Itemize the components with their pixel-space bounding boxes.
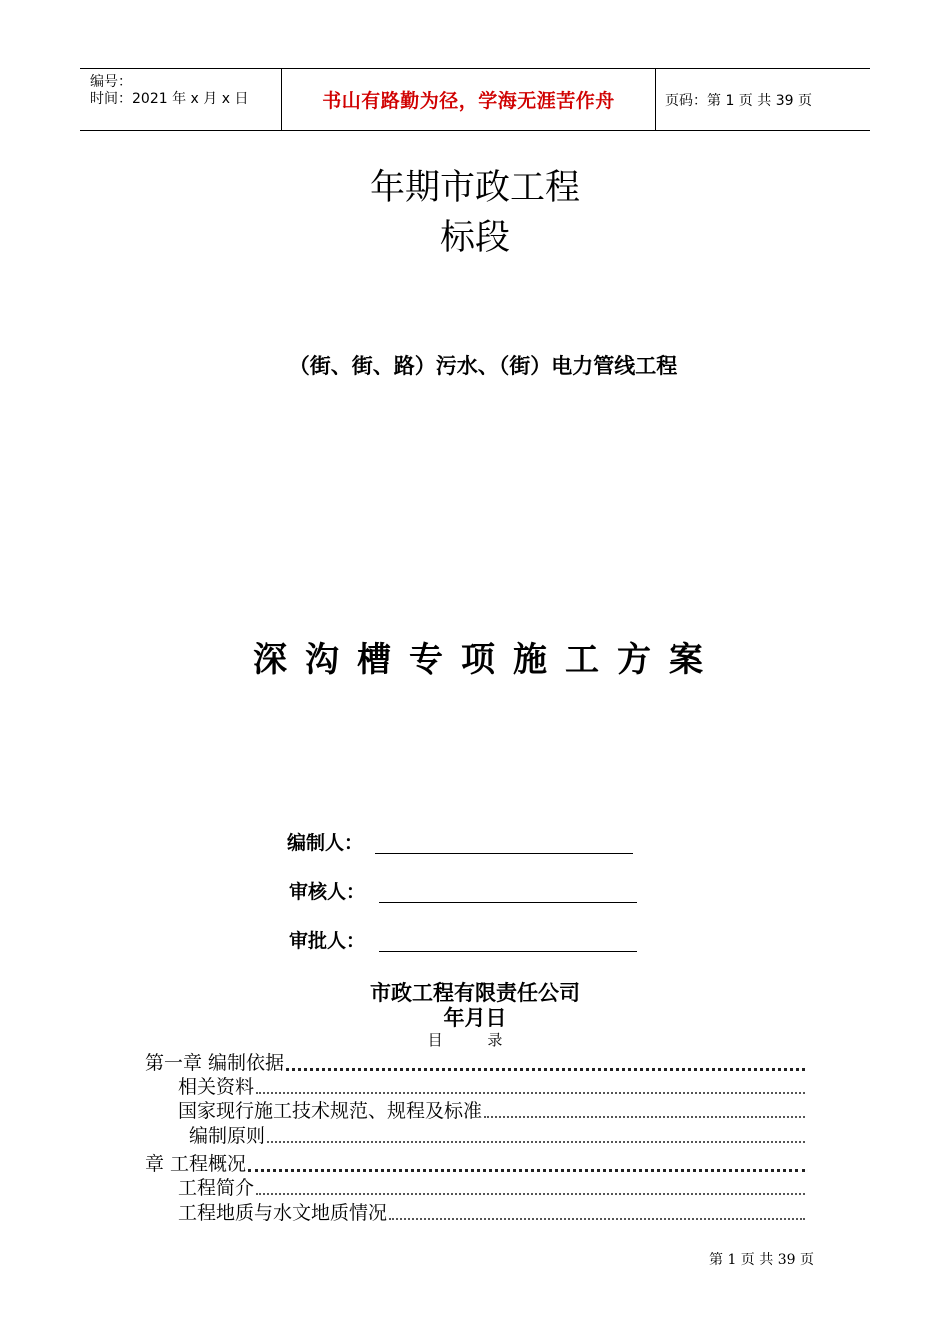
title-line-2: 标段: [439, 218, 510, 258]
toc-leader: [286, 1068, 805, 1071]
document-time: 时间：2021 年 x 月 x 日: [90, 91, 249, 107]
approver-label: 审批人：: [289, 930, 366, 952]
toc-title: 目 录: [427, 1031, 523, 1049]
document-main-title: 深沟槽专项施工方案: [253, 640, 721, 680]
header-page-cell: [655, 69, 870, 130]
toc-entry-text: 章 工程概况: [145, 1153, 247, 1175]
approver-signature-line: [379, 951, 637, 952]
toc-entry-text: 国家现行施工技术规范、规程及标准: [178, 1100, 483, 1122]
page-header: [80, 68, 870, 131]
toc-leader: [484, 1116, 805, 1118]
project-subtitle: （街、街、路）污水、（街）电力管线工程: [288, 354, 678, 378]
toc-entry-text: 工程地质与水文地质情况: [178, 1202, 388, 1224]
toc-entry[interactable]: [189, 1124, 805, 1148]
compiler-label: 编制人：: [287, 832, 364, 854]
toc-leader: [389, 1218, 805, 1220]
compiler-signature-line: [375, 853, 633, 854]
reviewer-label: 审核人：: [289, 881, 366, 903]
header-motto-cell: [281, 69, 656, 130]
toc-entry-text: 第一章 编制依据: [145, 1052, 285, 1074]
toc-leader: [256, 1193, 805, 1195]
header-motto: 书山有路勤为径，学海无涯苦作舟: [322, 90, 615, 112]
toc-leader: [248, 1169, 805, 1172]
toc-entry[interactable]: [178, 1176, 805, 1200]
header-meta-cell: [80, 69, 281, 130]
title-line-1: 年期市政工程: [369, 168, 580, 208]
issue-date: 年月日: [443, 1006, 507, 1030]
toc-entry[interactable]: [178, 1099, 805, 1123]
toc-entry-text: 工程简介: [178, 1177, 255, 1199]
toc-entry-text: 相关资料: [178, 1076, 255, 1098]
reviewer-signature: [289, 877, 365, 904]
toc-entry[interactable]: [178, 1201, 805, 1225]
approver-signature: [289, 926, 365, 953]
toc-leader: [267, 1141, 805, 1143]
compiler-signature: [287, 828, 363, 855]
toc-entry-text: 编制原则: [189, 1125, 266, 1147]
reviewer-signature-line: [379, 902, 637, 903]
page-footer: 第 1 页 共 39 页: [709, 1252, 814, 1268]
header-page-info: 页码：第 1 页 共 39 页: [665, 92, 812, 109]
document-number: 编号：: [90, 74, 132, 90]
toc-leader: [256, 1092, 805, 1094]
company-name: 市政工程有限责任公司: [370, 981, 580, 1005]
